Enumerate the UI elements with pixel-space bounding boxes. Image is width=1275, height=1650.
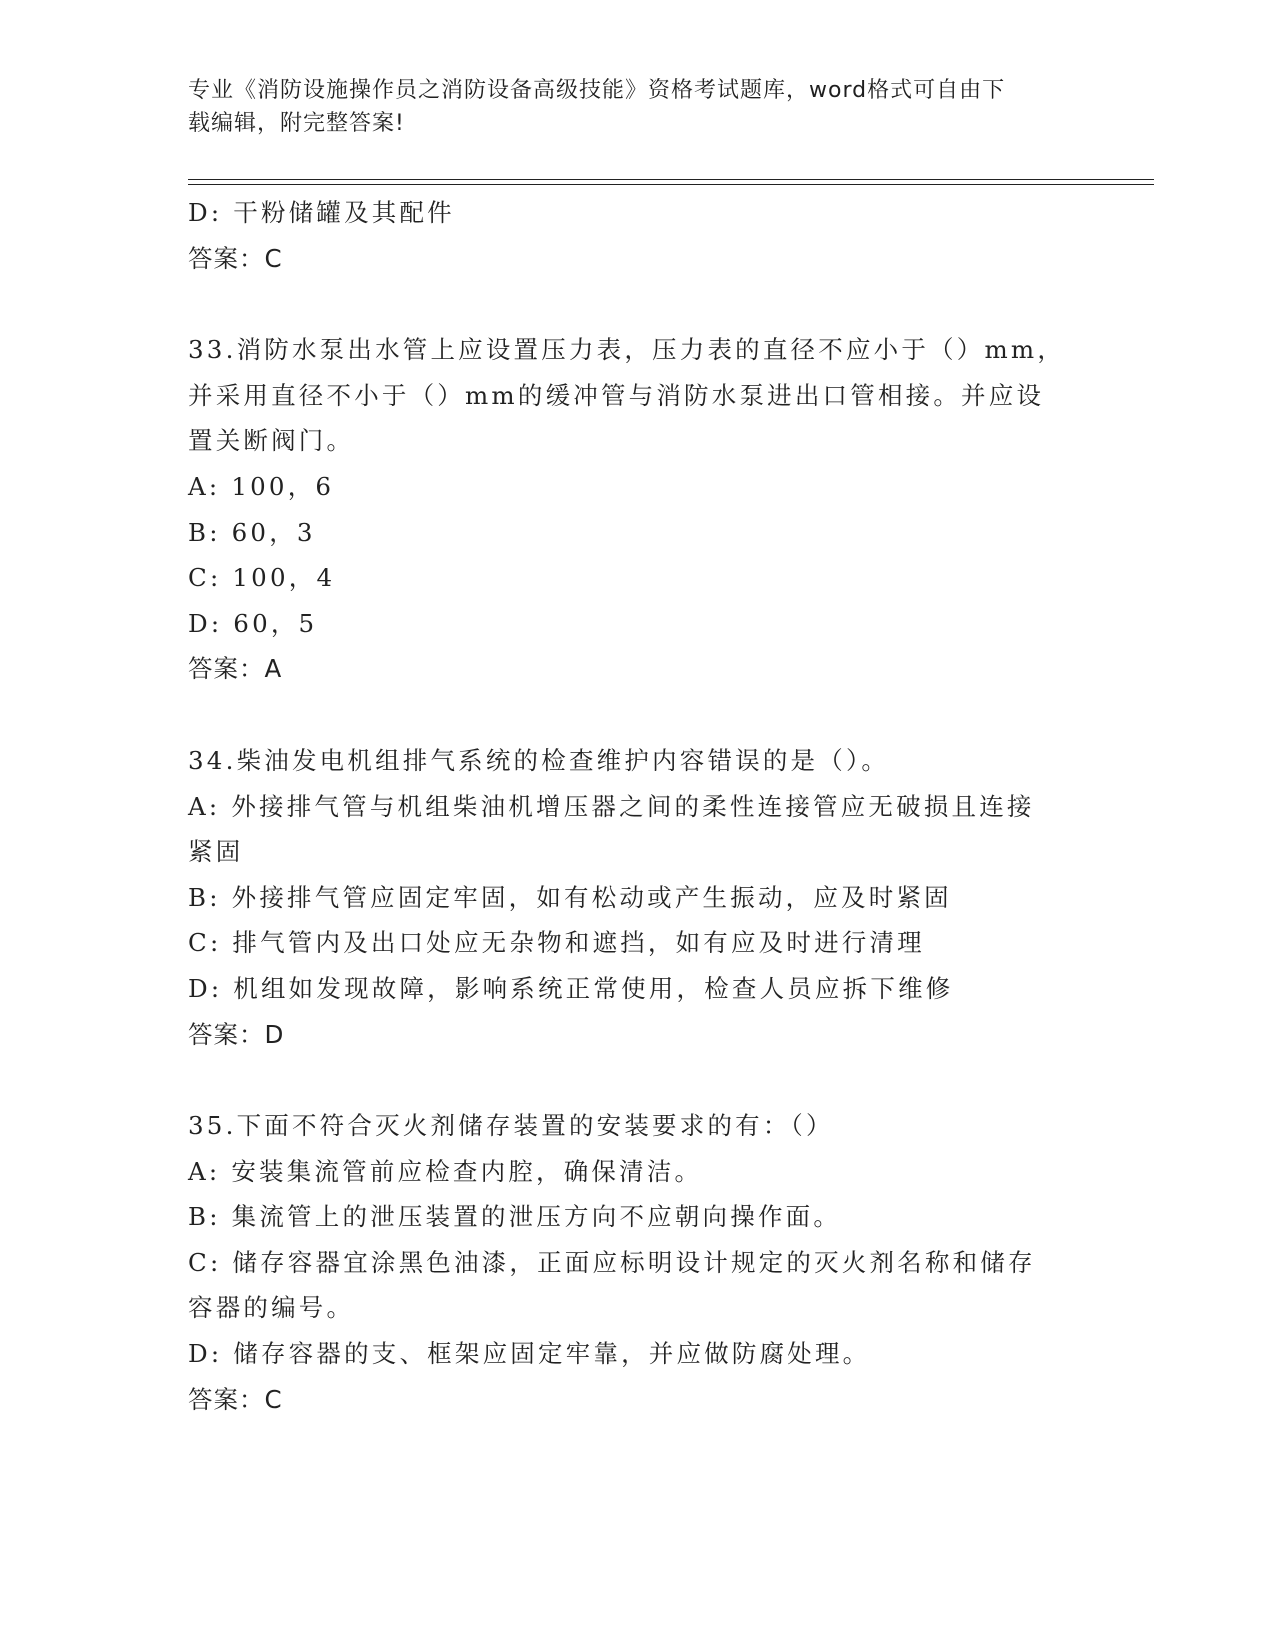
- option-a: A: 100，6: [188, 471, 335, 501]
- option-b: B: 外接排气管应固定牢固，如有松动或产生振动，应及时紧固: [188, 882, 952, 912]
- question-stem-line: 35.下面不符合灭火剂储存装置的安装要求的有：（）: [188, 1111, 834, 1141]
- option-d: D: 储存容器的支、框架应固定牢靠，并应做防腐处理。: [188, 1339, 871, 1369]
- option-c-continued: 容器的编号。: [188, 1293, 355, 1323]
- question-34: [188, 738, 1088, 1057]
- prev-answer: 答案：C: [188, 243, 283, 273]
- header-rule-bottom: [188, 184, 1154, 185]
- answer: 答案：D: [188, 1019, 285, 1049]
- prev-option-d: D: 干粉储罐及其配件: [188, 198, 455, 227]
- option-a: A: 外接排气管与机组柴油机增压器之间的柔性连接管应无破损且连接: [188, 791, 1035, 821]
- spacer: [188, 1057, 1088, 1103]
- question-35: [188, 1103, 1088, 1422]
- header-line-1: 专业《消防设施操作员之消防设备高级技能》资格考试题库，word格式可自由下: [188, 78, 1006, 103]
- document-header: [188, 74, 1068, 140]
- option-b: B: 60，3: [188, 517, 316, 547]
- question-stem-line: 33.消防水泵出水管上应设置压力表，压力表的直径不应小于（）mm，: [188, 335, 1066, 365]
- option-b: B: 集流管上的泄压装置的泄压方向不应朝向操作面。: [188, 1202, 842, 1232]
- question-stem-line: 34.柴油发电机组排气系统的检查维护内容错误的是（）。: [188, 745, 890, 775]
- spacer: [188, 692, 1088, 738]
- question-33: [188, 327, 1088, 692]
- header-rule-top: [188, 179, 1154, 180]
- answer: 答案：A: [188, 654, 283, 684]
- question-stem-line: 置关断阀门。: [188, 426, 355, 456]
- question-stem-line: 并采用直径不小于（）mm的缓冲管与消防水泵进出口管相接。并应设: [188, 380, 1045, 410]
- option-a-continued: 紧固: [188, 837, 244, 867]
- option-d: D: 机组如发现故障，影响系统正常使用，检查人员应拆下维修: [188, 973, 954, 1003]
- header-line-2: 载编辑，附完整答案!: [188, 111, 405, 136]
- question-content: [188, 190, 1088, 1422]
- option-c: C: 排气管内及出口处应无杂物和遮挡，如有应及时进行清理: [188, 928, 925, 958]
- spacer: [188, 281, 1088, 327]
- answer: 答案：C: [188, 1384, 283, 1414]
- option-d: D: 60，5: [188, 608, 318, 638]
- option-a: A: 安装集流管前应检查内腔，确保清洁。: [188, 1156, 703, 1186]
- option-c: C: 储存容器宜涂黑色油漆，正面应标明设计规定的灭火剂名称和储存: [188, 1247, 1036, 1277]
- option-c: C: 100，4: [188, 563, 336, 593]
